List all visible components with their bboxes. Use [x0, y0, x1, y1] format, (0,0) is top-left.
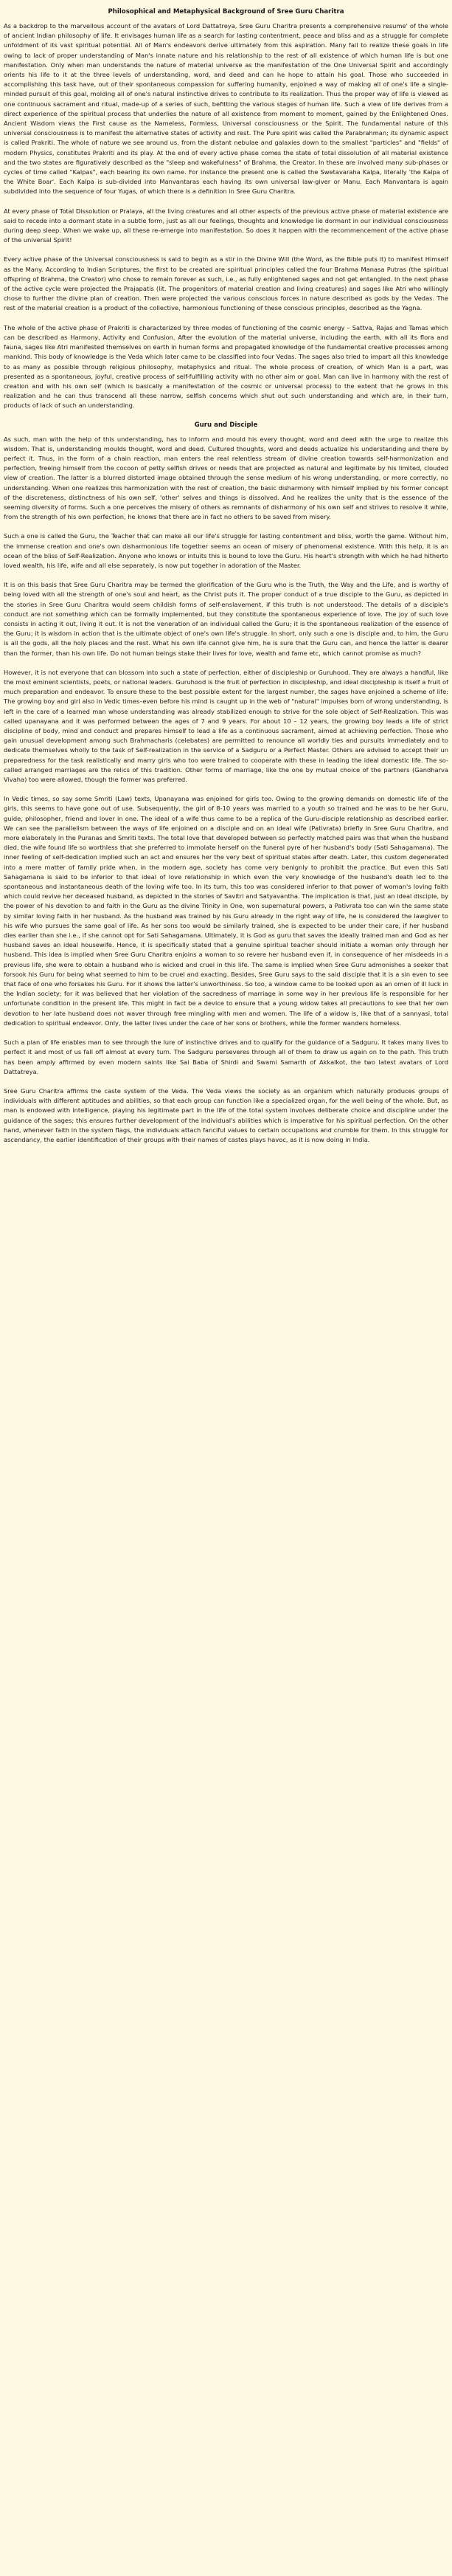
paragraph: As such, man with the help of this understanding, has to inform and mould his every thought, word and deed with the urge to realize this wisdom. That is, understanding moulds thought, word and deed. Cultured thoughts, word and deeds actualize his understanding and there by perfect it. Thus, in the form of a chain reaction, man enters the real relentless stream of divine creation towards self-harmonization and perfection, freeing himself from the cocoon of petty selfish drives or needs that are projected as natural and legitimate by his limited, clouded view of creation. The latter is a blurred distorted image obtained through the sense medium of his wrong understanding, or more correctly, no understanding. When one realizes this harmonization with the rest of creation, the basic disharmony with himself implied by his former concept of the discreteness, distinctness of his own self, 'other' selves and things is dissolved. And he realizes the unity that is the essence of the seeming diversity of forms. Such a one perceives the misery of others as remnants of disharmony of his own self and strives to resolve it while, from the strength of his own perfection, he knows that there are in fact no others to be saved from misery. [4, 435, 448, 521]
paragraph: However, it is not everyone that can blossom into such a state of perfection, either of discipleship or Guruhood. They are always a handful, like the most eminent scientists, poets, or national leaders. Guruhood is the fruit of perfection in discipleship, and ideal discipleship is itself a fruit of much preparation and endeavor. To ensure these to the best possible extent for the largest number, the sages have enjoined a scheme of life: The growing boy and girl also in Vedic times–even before his mind is caught up in the web of "natural" impulses born of wrong understanding, is left in the care of a learned man whose understanding was already stabilized enough to strive for the sole object of Self-Realization. This was called upanayana and it was performed between the ages of 7 and 9 years. For about 10 – 12 years, the growing boy leads a life of strict discipline of body, mind and conduct and prepares himself to lead a life as a continuous sacrament, aimed at achieving perfection. Those who gain unusual development among such Brahmacharis (celebates) are permitted to renounce all worldly ties and pursuits immediately and to dedicate themselves wholly to the task of Self-realization in the service of a Sadguru or a Perfect Master. Others are advised to accept their un preparedness for the task realistically and marry girls who too were trained to cooperate with these in leading the ideal domestic life. The so-called arranged marriages are the relics of this tradition. Other forms of marriage, like the one by mutual choice of the partners (Gandharva Vivaha) too were allowed, though the former was preferred. [4, 668, 448, 784]
paragraph: Such a one is called the Guru, the Teacher that can make all our life's struggle for lasting contentment and bliss, worth the game. Without him, the immense creation and one's own disharmonious life together seems an ocean of misery of phenomenal existence. With this help, it is an ocean of the bliss of Self-Realization. Anyone who knows or intuits this is bound to love the Guru. His heart's strength with which he had hitherto loved wealth, his life, wife and all else separately, is now put together in adoration of the Master. [4, 532, 448, 569]
paragraph: Every active phase of the Universal consciousness is said to begin as a stir in the Divine Will (the Word, as the Bible puts it) to manifest Himself as the Many. According to Indian Scriptures, the first to be created are spiritual principles called the four Brahma Manasa Putras (the spiritual offspring of Brahma, the Creator) who chose to remain forever as such, i.e., as fully enlightened sages and not get entangled. In the next phase of the active cycle were projected the Prajapatis (lit. The progenitors of material creation and living creatures) and sages like Atri who willingly chose to further the divine plan of creation. Then were projected the various conscious forces in nature described as gods by the Vedas. The rest of the material creation is a product of the collective, harmonious functioning of these conscious principles, described as the Yagna. [4, 255, 448, 312]
paragraph: It is on this basis that Sree Guru Charitra may be termed the glorification of the Guru who is the Truth, the Way and the Life, and is worthy of being loved with all the strength of one's soul and heart, as the Christ puts it. The proper conduct of a true disciple to the Guru, as depicted in the stories in Sree Guru Charitra would seem childish forms of self-enslavement, if this truth is not understood. The details of a disciple's conduct are not something which can be formally implemented, but they constitute the spontaneous experience of love. The joy of such love consists in acting it out, living it out. It is not the veneration of an individual called the Guru; it is the spontaneous realization of the essence of the Guru; it is wisdom in action that is the ultimate object of one's own life's struggle. In short, only such a one is disciple and, to him, the Guru is all the gods, all the holy places and the rest. What his own life cannot give him, he is sure that the Guru can, and hence the latter is dearer than the former, than his own life. Do not human beings stake their lives for love, wealth and fame etc, which cannot promise as much? [4, 581, 448, 657]
paragraph: Such a plan of life enables man to see through the lure of instinctive drives and to qualify for the guidance of a Sadguru. It takes many lives to perfect it and most of us fall off almost at every turn. The Sadguru perseveres through all of them to draw us again on to the path. This truth has been amply affirmed by even modern saints like Sai Baba of Shirdi and Swami Samarth of Akkalkot, the two latest avatars of Lord Dattatreya. [4, 1039, 448, 1075]
section-heading: Guru and Disciple [194, 421, 258, 429]
document-body [4, 21, 448, 1145]
paragraph: The whole of the active phase of Prakriti is characterized by three modes of functioning of the cosmic energy – Sattva, Rajas and Tamas which can be described as Harmony, Activity and Confusion. After the evolution of the material universe, including the earth, with all its flora and fauna, sages like Atri manifested themselves on earth in human forms and propagated knowledge of the fundamental creative processes among mankind. This body of knowledge is the Veda which later came to be classified into four Vedas. The sages also tried to impart all this knowledge to as many as possible through religious philosophy, metaphysics and ritual. The whole process of creation, of which Man is a part, was presented as a spontaneous, joyful, creative process of self-fulfilling activity with no other aim or goal. Man can live in harmony with the rest of creation and with his own self (which is basically a manifestation of the cosmic or universal process) to the extent that he grows in this realization and he can thus transcend all these narrow, selfish concerns which shut out such understanding and which are, in their turn, products of lack of such an understanding. [4, 323, 448, 410]
paragraph: Sree Guru Charitra affirms the caste system of the Veda. The Veda views the society as an organism which naturally produces groups of individuals with different aptitudes and abilities, so that each group can function like a specialized organ, for the well being of the whole. But, as man is endowed with intelligence, playing his legitimate part in the life of the total system involves deliberate choice and discipline under the guidance of the sages; this ensures further development of the individual's abilities which is imperative for his spiritual perfection. On the other hand, whenever faith in the system flags, the individuals attach fanciful values to certain occupations and crumble for them. In this struggle for ascendancy, the earlier identification of their groups with their names of castes plays havoc, as it is now doing in India. [4, 1086, 448, 1143]
paragraph: In Vedic times, so say some Smriti (Law) texts, Upanayana was enjoined for girls too. Owing to the growing demands on domestic life of the girls, this seems to have gone out of use. Subsequently, the girl of 8-10 years was married to a youth so trained and he was to be her Guru, guide, philosopher, friend and lover in one. The ideal of a wife thus came to be a replica of the Guru-disciple relationship as described earlier. We can see the parallelism between the ways of life enjoined on a disciple and on an ideal wife (Pativrata) briefly in Sree Guru Charitra, and more elaborately in the Puranas and Smriti texts. The total love that developed between so perfectly matched pairs was that when the husband died, the wife found life so worthless that she preferred to immolate herself on the funeral pyre of her husband's body (Sati Sahagamana). The inner feeling of self-dedication implied such an act and ensures her the very best of spiritual states after death. Later, this custom degenerated into a mere matter of family pride when, in the modern age, society has come very benignly to prohibit the practice. But even this Sati Sahagamana is said to be inferior to that ideal of love relationship in which even the very knowledge of the husband's death led to the spontaneous and instantaneous death of the loving wife too. In its turn, this too was considered inferior to that power of woman's loving faith which could revive her deceased husband, as depicted in the stories of Savitri and Satyavantha. The implication is that, just an ideal disciple, by the power of his devotion to and faith in the Guru as the divine Trinity in One, won supernatural powers, a Pativrata too can win the same state by similar loving faith in her husband. As the husband was trained by his Guru already in the right way of life, he is considered the lawgiver to his wife who pursues the same goal of life. As her sons too would be similarly trained, she is expected to be under their care, if her husband dies earlier than she i.e., if she cannot opt for Sati Sahagamana. Ultimately, it is God as guru that saves the ideally trained man and God as her husband saves an ideal housewife. Hence, it is specifically stated that a genuine spiritual teacher should initiate a woman only through her husband. This idea is implied when Sree Guru Charitra enjoins a woman to so revere her husband even if, in consequence of her misdeeds in a previous life, she were to obtain a husband who is wicked and cruel in this life. The same is implied when Sree Guru admonishes a seeker that forsook his Guru for being what seemed to him to be cruel and exacting. Besides, Sree Guru says to the said disciple that it is a sin even to see that face of one who forsakes his Guru. For it shows the latter's unworthiness. So too, a window came to be looked upon as an omen of ill luck in the Indian society; for it was believed that her violation of the sacredness of marriage in some way in her previous life is responsible for her unfortunate condition in the present life. This might in fact be a device to ensure that a young widow takes all precautions to see that her own devotion to her late husband does not waver through free mingling with men and women. The life of a widow is, like that of a sannyasi, total dedication to spiritual endeavor. Only, the latter lives under the care of her sons or brothers, while the former wanders homeless. [4, 795, 448, 1027]
paragraph: At every phase of Total Dissolution or Pralaya, all the living creatures and all other aspects of the previous active phase of material existence are said to recede into a dormant state in a subtle form, just as all our feelings, thoughts and knowledge lie dormant in our individual consciousness during deep sleep. When we wake up, all these re-emerge into manifestation. So does it happen with the recommencement of the active phase of the universal Spirit! [4, 207, 448, 244]
document-title: Philosophical and Metaphysical Background of Sree Guru Charitra [108, 8, 344, 16]
paragraph: As a backdrop to the marvellous account of the avatars of Lord Dattatreya, Sree Guru Charitra presents a comprehensive resume' of the whole of ancient Indian philosophy of life. It envisages human life as a search for lasting contentment, peace and bliss and as a struggle for complete unfoldment of its vast spiritual potential. All of Man's endeavors derive ultimately from this aspiration. Many fail to realize these goals in life owing to lack of proper understanding of Man's innate nature and his relationship to the rest of all existence of which human life is but one manifestation. Only when man understands the nature of material universe as the manifestation of the One Universal Spirit and accordingly orients his life to it at the three levels of understanding, word, and deed and can he hope to attain his goal. Those who succeeded in accomplishing this task have, out of their spontaneous compassion for suffering humanity, enjoined a way of making all of one's life a single-minded pursuit of this goal, molding all of one's natural instinctive drives to contribute to its realization. Thus the proper way of life is viewed as one continuous sacrament and ritual, made-up of a series of such, befitting the various stages of human life. Such a view of life derives from a direct experience of the spiritual process that underlies the nature of all existence from moment to moment, gained by the Enlightened Ones. Ancient Wisdom views the First cause as the Nameless, Formless, Universal consciousness or the Spirit. The fundamental nature of this universal consciousness is to manifest the alternative states of activity and rest. The Pure spirit was called the Parabrahman; its dynamic aspect is called Prakriti. The whole of nature we see around us, from the distant nebulae and galaxies down to the smallest "particles" and "fields" of modern Physics, constitutes Prakriti and its play. At the end of every active phase comes the state of total dissolution of all material existence and the two states are figuratively described as the "sleep and wakefulness" of Brahma, the Creator. In these are involved many sub-phases or cycles of time called "Kalpas", each bearing its own name. For instance the present one is called the Swetavaraha Kalpa, literally 'the Kalpa of the White Boar'. Each Kalpa is sub-divided into Manvantaras each having its own universal law-giver or Manu. Each Manvantara is again subdivided into the sequence of four Yugas, of which there is a definition in Sree Guru Charitra. [4, 22, 448, 196]
